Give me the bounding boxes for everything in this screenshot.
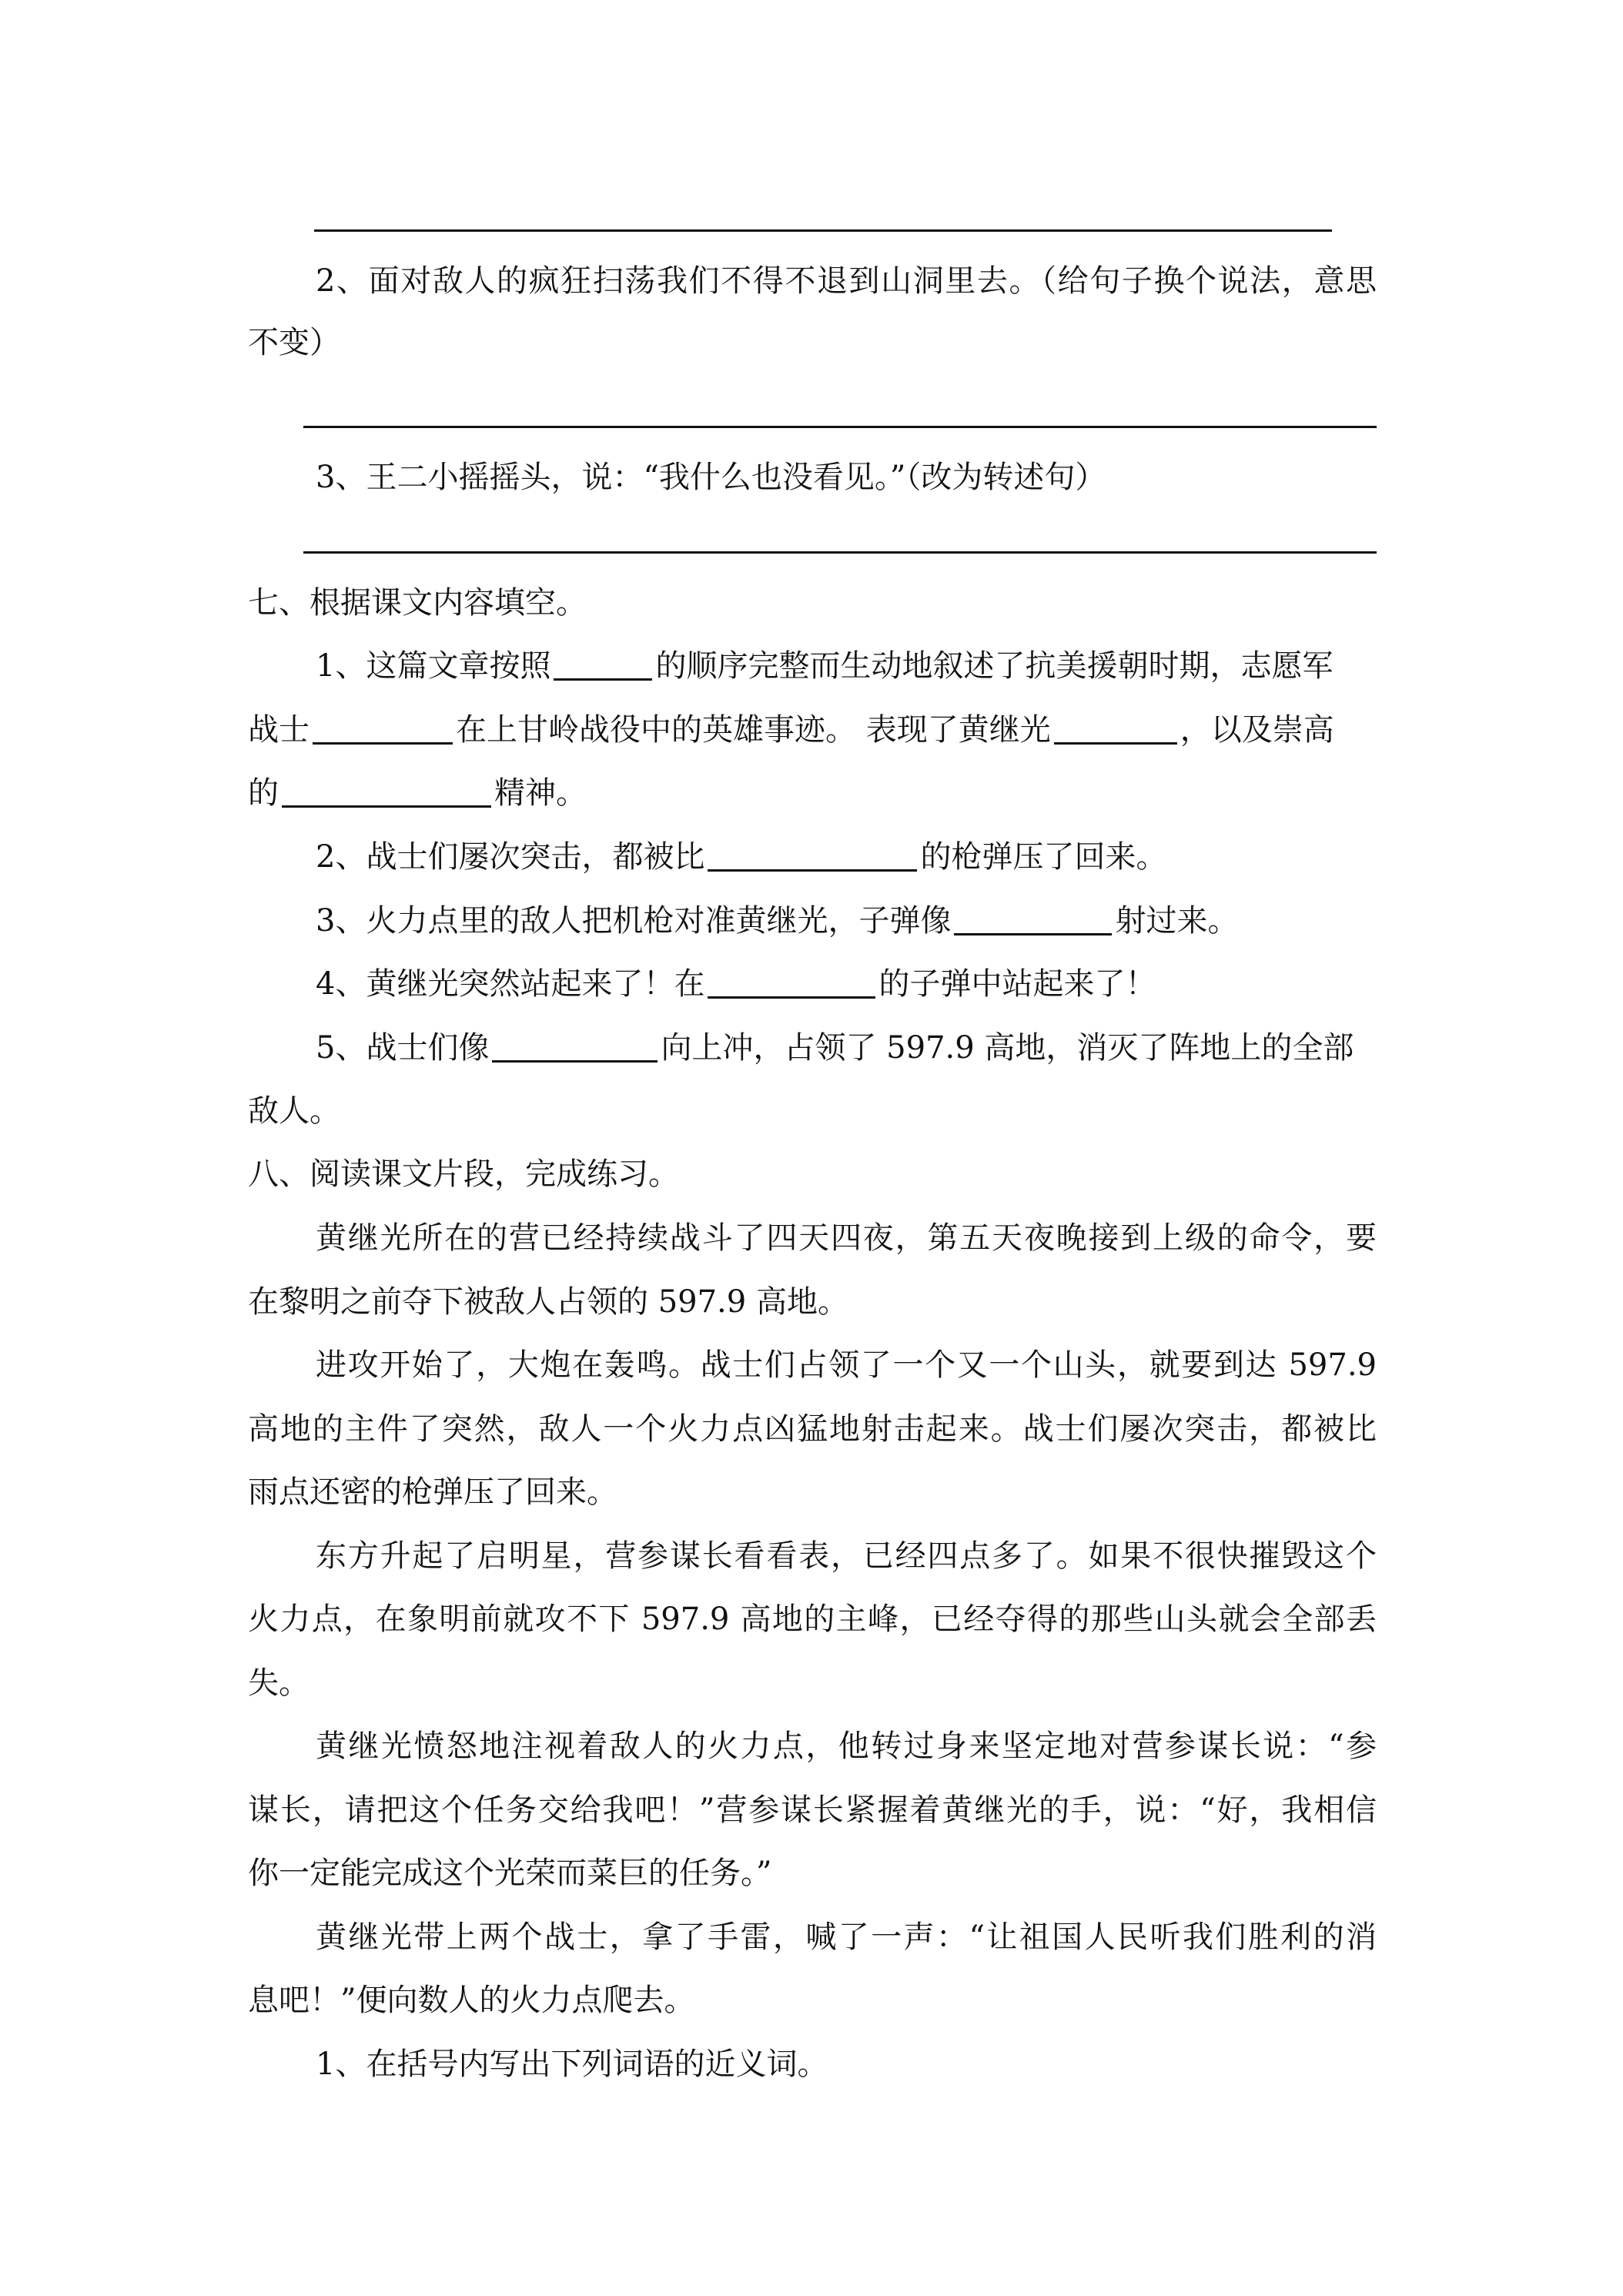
question-7-2 <box>316 834 1377 880</box>
passage-p2-line3: 雨点还密的枪弹压了回来。 <box>248 1474 617 1510</box>
question-text: 向上冲，占领了 597.9 高地，消灭了阵地上的全部 <box>661 1030 1354 1066</box>
question-6-3: 3、王二小摇摇头，说：“我什么也没看见。”（改为转述句） <box>316 460 1106 495</box>
passage-p3-line1: 东方升起了启明星，营参谋长看看表，已经四点多了。如果不很快摧毁这个 <box>316 1538 1377 1574</box>
passage-p5-line1: 黄继光带上两个战士，拿了手雷，喊了一声：“让祖国人民听我们胜利的消 <box>316 1919 1377 1955</box>
fill-blank[interactable] <box>1054 711 1177 745</box>
passage-p4-line1: 黄继光愤怒地注视着敌人的火力点，他转过身来坚定地对营参谋长说：“参 <box>316 1729 1377 1764</box>
question-7-1-line1 <box>316 643 1377 689</box>
fill-blank[interactable] <box>313 711 453 745</box>
fill-blank[interactable] <box>492 1029 658 1063</box>
question-6-2-line2: 不变） <box>248 325 340 360</box>
question-7-4 <box>316 961 1377 1007</box>
passage-p4-line2: 谋长，请把这个任务交给我吧！”营参谋长紧握着黄继光的手，说：“好，我相信 <box>248 1792 1377 1828</box>
question-7-1-line2 <box>248 707 1377 753</box>
fill-blank[interactable] <box>554 648 652 681</box>
question-6-2-line1: 2、面对敌人的疯狂扫荡我们不得不退到山洞里去。（给句子换个说法，意思 <box>316 263 1377 299</box>
answer-line <box>303 426 1377 428</box>
question-7-5-line1 <box>316 1025 1377 1071</box>
question-8-1: 1、在括号内写出下列词语的近义词。 <box>316 2047 828 2082</box>
question-7-5-line2: 敌人。 <box>248 1093 340 1129</box>
fill-blank[interactable] <box>282 775 491 808</box>
question-text: 的顺序完整而生动地叙述了抗美援朝时期，志愿军 <box>655 648 1334 684</box>
question-text: 的子弹中站起来了！ <box>878 966 1156 1002</box>
question-text: 1、这篇文章按照 <box>316 648 551 684</box>
section-8-heading: 八、阅读课文片段，完成练习。 <box>248 1156 679 1192</box>
passage-p3-line2: 火力点，在象明前就攻不下 597.9 高地的主峰，已经夺得的那些山头就会全部丢 <box>248 1602 1377 1637</box>
question-text: 战士 <box>248 712 310 748</box>
answer-line <box>314 229 1332 232</box>
question-text: 4、黄继光突然站起来了！在 <box>316 966 705 1002</box>
question-text: 射过来。 <box>1115 903 1239 939</box>
question-7-3 <box>316 898 1377 944</box>
passage-p2-line1: 进攻开始了，大炮在轰鸣。战士们占领了一个又一个山头，就要到达 597.9 <box>316 1347 1377 1383</box>
section-7-heading: 七、根据课文内容填空。 <box>248 585 587 621</box>
fill-blank[interactable] <box>708 966 875 999</box>
question-7-1-line3 <box>248 770 1377 816</box>
question-text: 5、战士们像 <box>316 1030 490 1066</box>
passage-p2-line2: 高地的主件了突然，敌人一个火力点凶猛地射击起来。战士们屡次突击，都被比 <box>248 1411 1377 1447</box>
question-text: ，以及崇高 <box>1180 712 1334 748</box>
passage-p1-line2: 在黎明之前夺下被敌人占领的 597.9 高地。 <box>248 1284 848 1320</box>
fill-blank[interactable] <box>708 838 917 872</box>
question-text: 2、战士们屡次突击，都被比 <box>316 839 705 875</box>
passage-p3-line3: 失。 <box>248 1665 310 1701</box>
fill-blank[interactable] <box>954 902 1112 935</box>
passage-p5-line2: 息吧！”便向数人的火力点爬去。 <box>248 1983 695 2018</box>
question-text: 在上甘岭战役中的英雄事迹。 表现了黄继光 <box>456 712 1051 748</box>
question-text: 的枪弹压了回来。 <box>920 839 1167 875</box>
answer-line <box>303 551 1377 554</box>
question-text: 精神。 <box>494 775 587 811</box>
question-text: 的 <box>248 775 279 811</box>
question-text: 3、火力点里的敌人把机枪对准黄继光，子弹像 <box>316 903 952 939</box>
passage-p4-line3: 你一定能完成这个光荣而菜巨的任务。” <box>248 1856 772 1891</box>
passage-p1-line1: 黄继光所在的营已经持续战斗了四天四夜，第五天夜晚接到上级的命令，要 <box>316 1220 1377 1256</box>
